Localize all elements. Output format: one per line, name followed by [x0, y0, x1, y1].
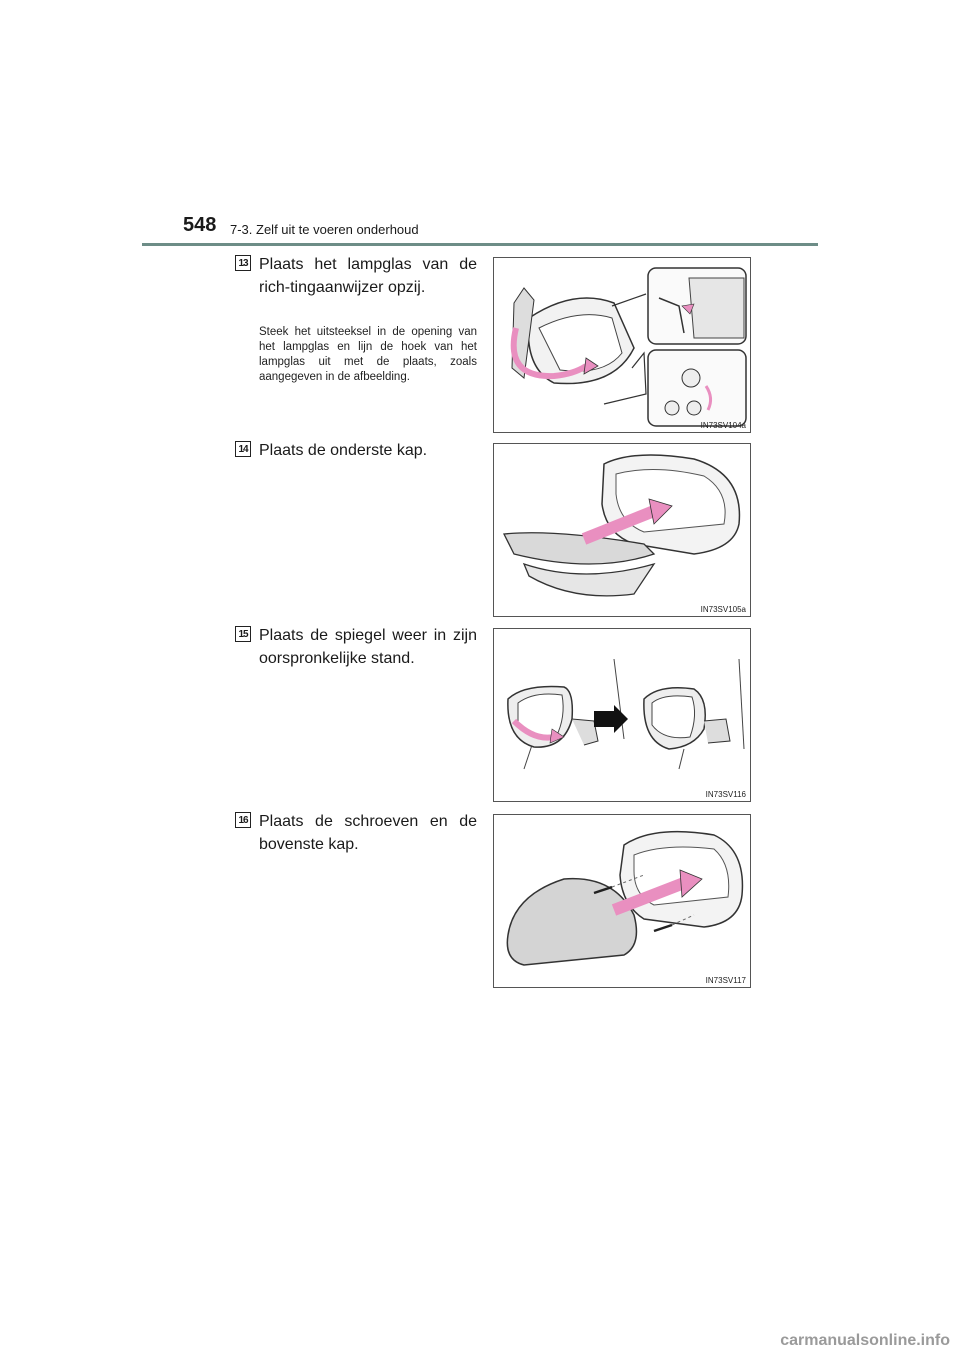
section-title: 7-3. Zelf uit te voeren onderhoud: [230, 222, 419, 237]
mirror-lens-drawing: [494, 258, 750, 432]
step-number-badge: 13: [235, 255, 251, 271]
illustration-turn-signal-lens: [493, 257, 751, 433]
step-instruction: Plaats de schroeven en de bovenste kap.: [259, 813, 477, 853]
illustration-lower-cover: [493, 443, 751, 617]
figure-code: IN73SV117: [705, 976, 746, 985]
header-rule: [142, 243, 818, 246]
figure-code: IN73SV105a: [700, 605, 746, 614]
mirror-fold-drawing: [494, 629, 750, 801]
step-number-badge: 14: [235, 441, 251, 457]
step-instruction: Plaats de onderste kap.: [259, 442, 428, 459]
illustration-upper-cover: [493, 814, 751, 988]
step-note: Steek het uitsteeksel in de opening van het lampglas en lijn de hoek van het lampglas uit met de plaats, zoals aangegeven in de afbeelding.: [259, 326, 477, 383]
page-number: 548: [183, 214, 217, 236]
illustration-mirror-position: [493, 628, 751, 802]
watermark: carmanualsonline.info: [780, 1332, 950, 1349]
step-instruction: Plaats de spiegel weer in zijn oorspronkelijke stand.: [259, 627, 477, 667]
step-instruction: Plaats het lampglas van de rich-tingaanwijzer opzij.: [259, 256, 477, 296]
upper-cover-drawing: [494, 815, 750, 987]
figure-code: IN73SV104a: [700, 421, 746, 430]
step-number-badge: 15: [235, 626, 251, 642]
step-number-badge: 16: [235, 812, 251, 828]
figure-code: IN73SV116: [705, 790, 746, 799]
lower-cover-drawing: [494, 444, 750, 616]
